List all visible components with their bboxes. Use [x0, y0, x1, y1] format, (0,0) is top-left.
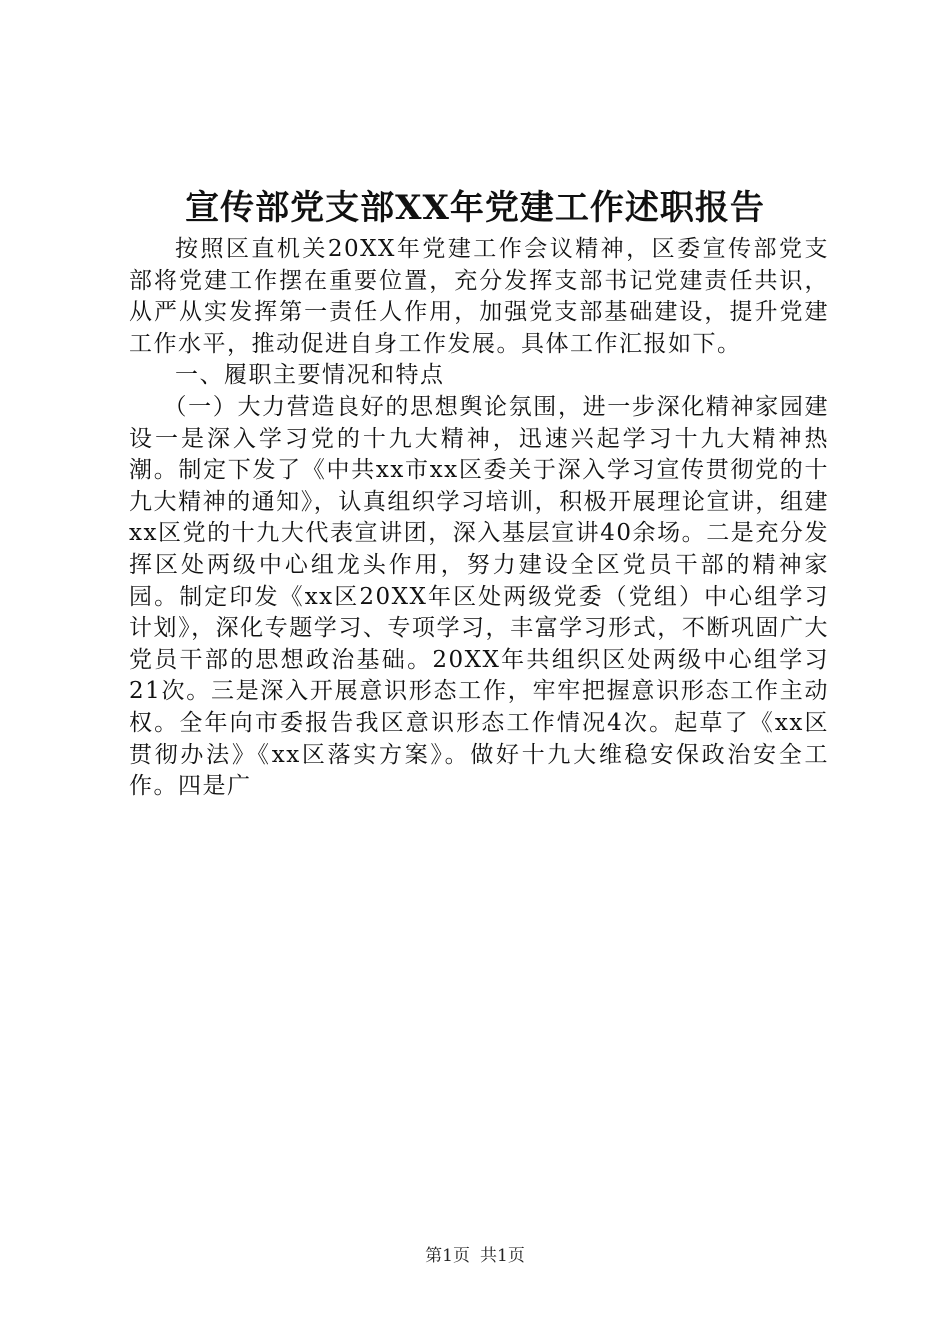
page-footer	[0, 1244, 950, 1268]
intro-paragraph: 按照区直机关20XX年党建工作会议精神，区委宣传部党支部将党建工作摆在重要位置，充分发挥支部书记党建责任共识，从严从实发挥第一责任人作用，加强党支部基础建设，提升党建工作水平，推动促进自身工作发展。具体工作汇报如下。	[129, 236, 829, 357]
subsection-paragraph: （一）大力营造良好的思想舆论氛围，进一步深化精神家园建设一是深入学习党的十九大精神，迅速兴起学习十九大精神热潮。制定下发了《中共xx市xx区委关于深入学习宣传贯彻党的十九大精神的通知》，认真组织学习培训，积极开展理论宣讲，组建xx区党的十九大代表宣讲团，深入基层宣讲40余场。二是充分发挥区处两级中心组龙头作用，努力建设全区党员干部的精神家园。制定印发《xx区20XX年区处两级党委（党组）中心组学习计划》，深化专题学习、专项学习，丰富学习形式，不断巩固广大党员干部的思想政治基础。20XX年共组织区处两级中心组学习21次。三是深入开展意识形态工作，牢牢把握意识形态工作主动权。全年向市委报告我区意识形态工作情况4次。起草了《xx区贯彻办法》《xx区落实方案》。做好十九大维稳安保政治安全工作。四是广	[129, 393, 829, 800]
section-heading: 一、履职主要情况和特点	[175, 362, 445, 389]
page-number: 第1页	[425, 1246, 470, 1266]
document-title: 宣传部党支部XX年党建工作述职报告	[185, 188, 765, 228]
document-body	[129, 234, 829, 803]
page-total: 共1页	[480, 1246, 525, 1266]
